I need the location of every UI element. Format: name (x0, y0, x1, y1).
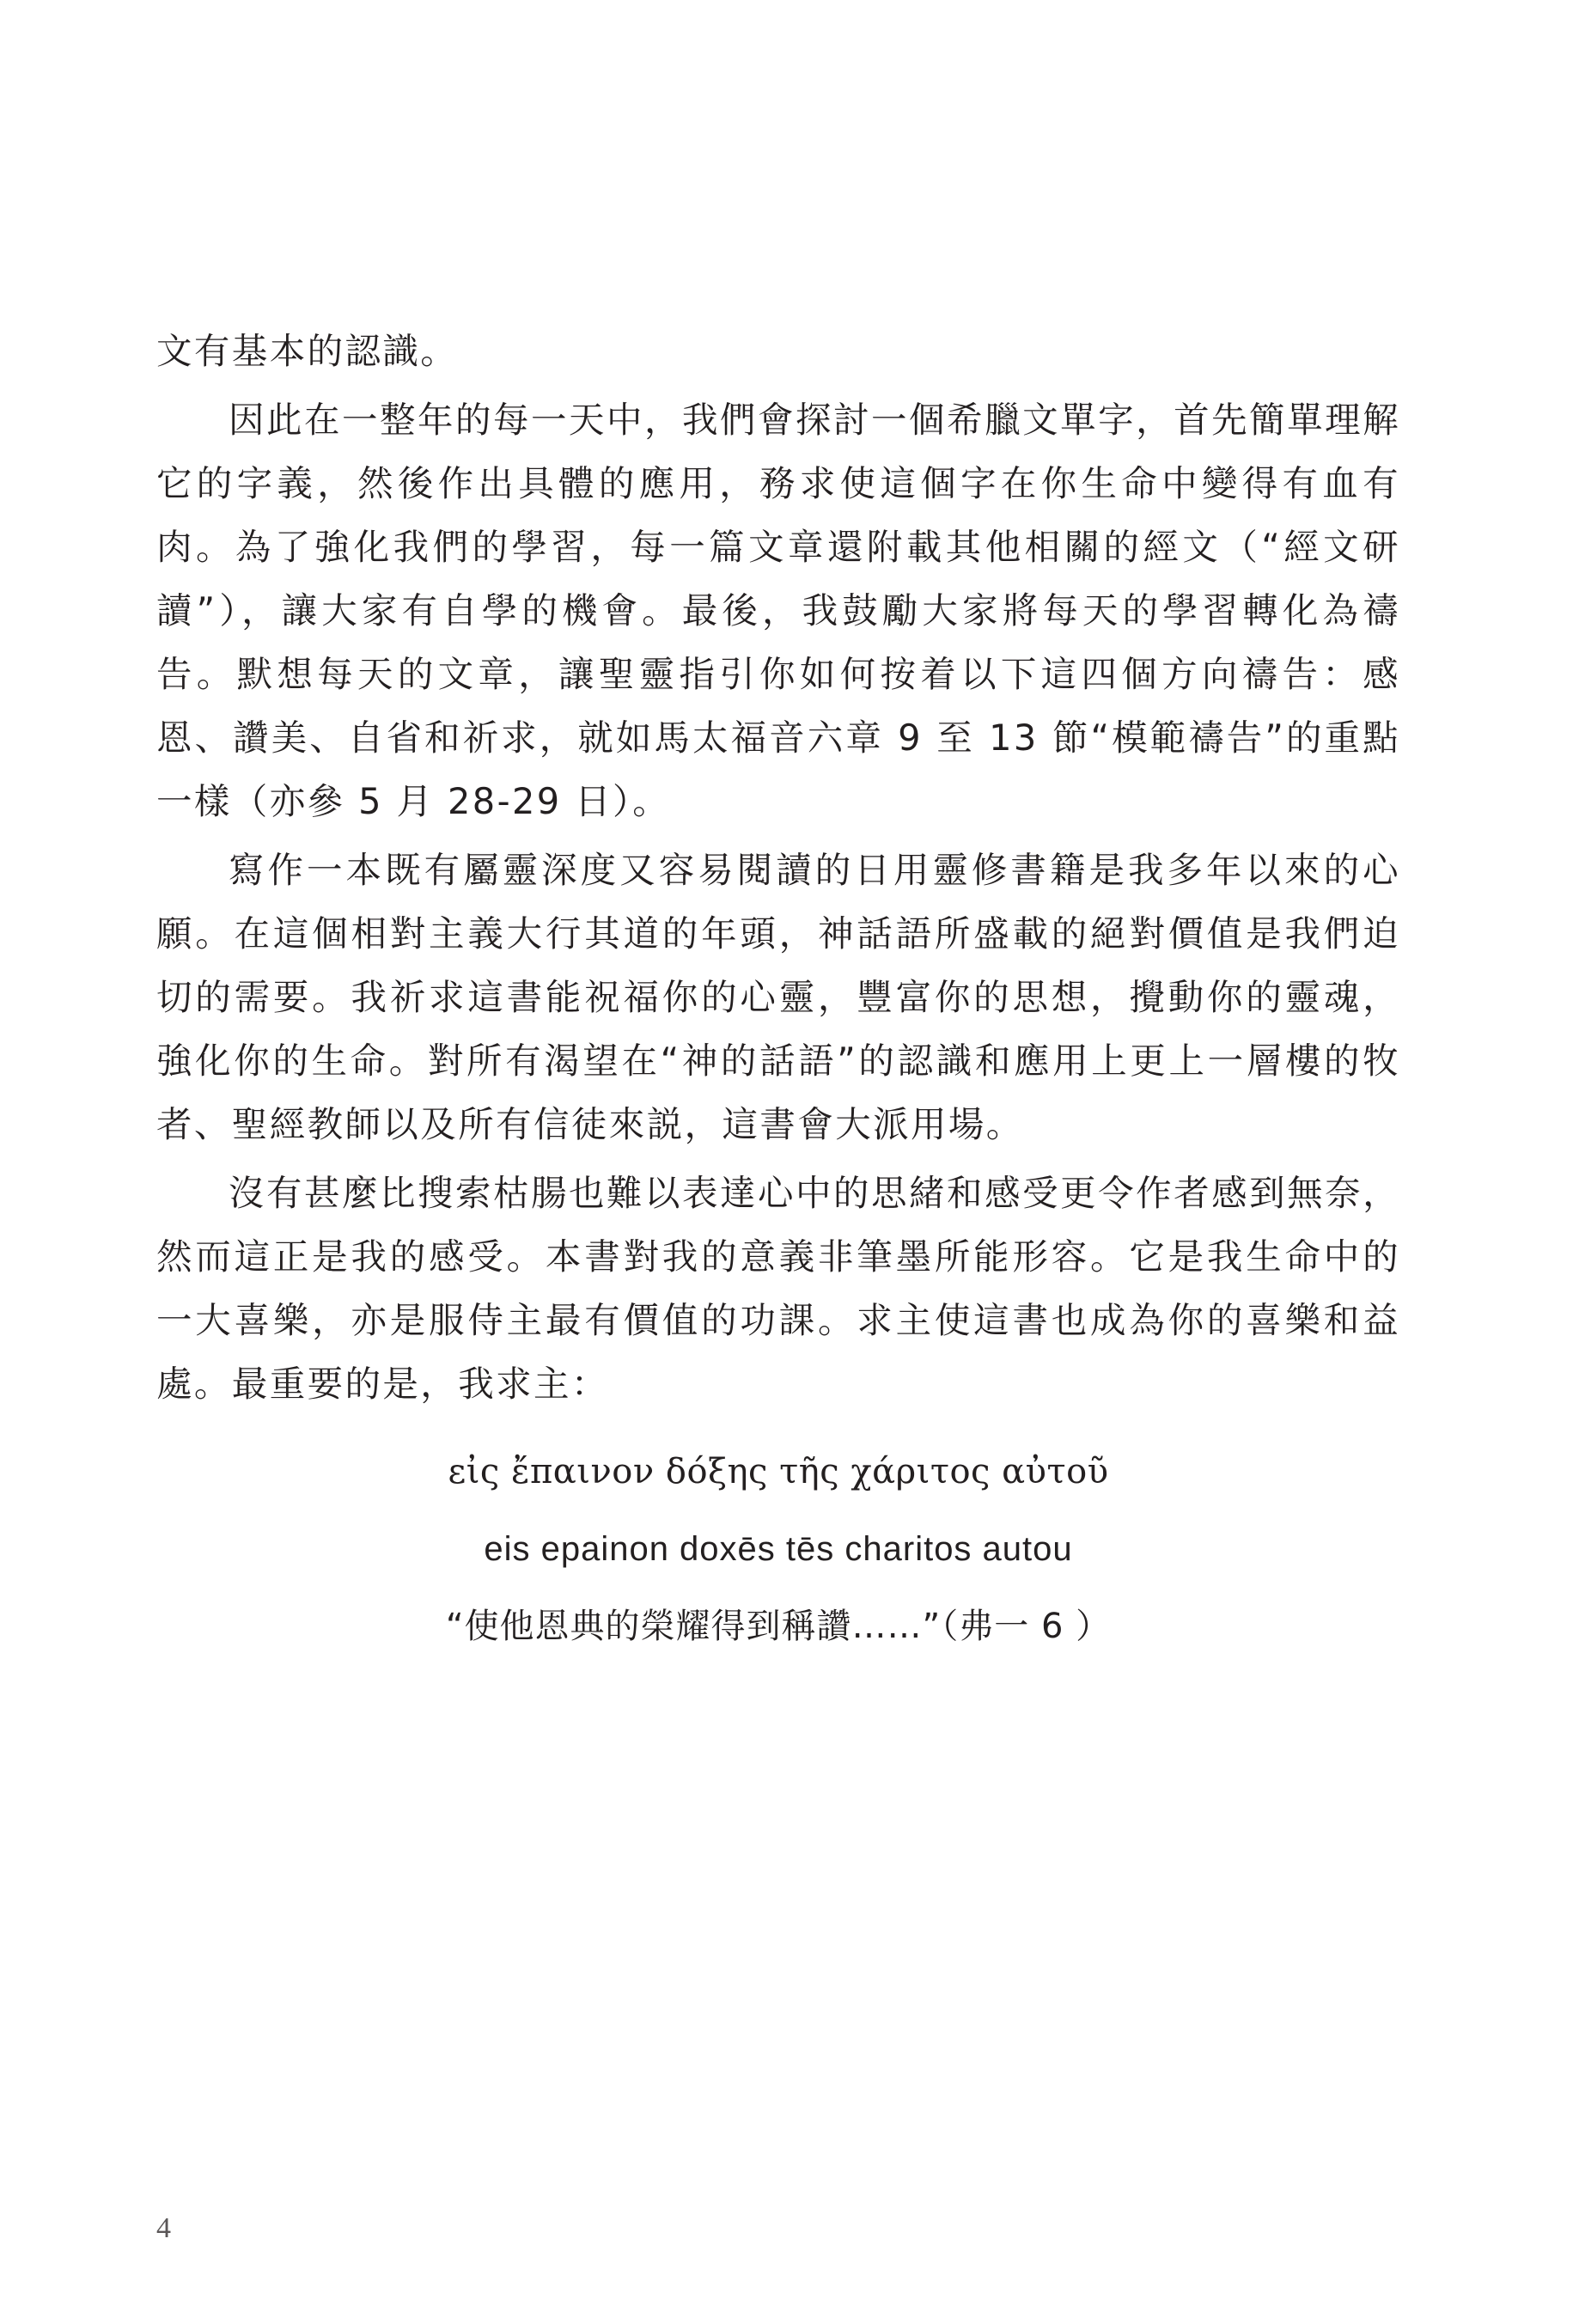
quote-greek: εἰς ἔπαινον δόξης τῆς χάριτος αὐτοῦ (448, 1452, 1109, 1491)
paragraph-daily-study: 因此在一整年的每一天中，我們會探討一個希臘文單字，首先簡單理解它的字義，然後作出具體的應用，務求使這個字在你生命中變得有血有肉。為了強化我們的學習，每一篇文章還附載其他相關的經文（“經文研讀”），讓大家有自學的機會。最後，我鼓勵大家將每天的學習轉化為禱告。默想每天的文章，讓聖靈指引你如何按着以下這四個方向禱告：感恩、讚美、自省和祈求，就如馬太福音六章 9 至 13 節“模範禱告”的重點一樣（亦參 5 月 28-29 日）。 (156, 399, 1400, 822)
scripture-quote (156, 1433, 1400, 1665)
paragraph-continuation: 文有基本的認識。 (156, 330, 459, 372)
paragraph-closing-prayer: 沒有甚麼比搜索枯腸也難以表達心中的思緒和感受更令作者感到無奈，然而這正是我的感受。本書對我的意義非筆墨所能形容。它是我生命中的一大喜樂，亦是服侍主最有價值的功課。求主使這書也成為你的喜樂和益處。最重要的是，我求主： (156, 1172, 1400, 1405)
page-number: 4 (156, 2212, 171, 2244)
paragraph-writing-wish: 寫作一本既有屬靈深度又容易閱讀的日用靈修書籍是我多年以來的心願。在這個相對主義大行其道的年頭，神話語所盛載的絕對價值是我們迫切的需要。我祈求這書能祝福你的心靈，豐富你的思想，攪動你的靈魂，強化你的生命。對所有渴望在“神的話語”的認識和應用上更上一層樓的牧者、聖經教師以及所有信徒來説，這書會大派用場。 (156, 849, 1400, 1145)
body-text (156, 320, 1400, 1416)
quote-translation: “使他恩典的榮耀得到稱讚……”（弗一 6 ） (445, 1607, 1112, 1646)
quote-transliteration: eis epainon doxēs tēs charitos autou (484, 1530, 1073, 1568)
